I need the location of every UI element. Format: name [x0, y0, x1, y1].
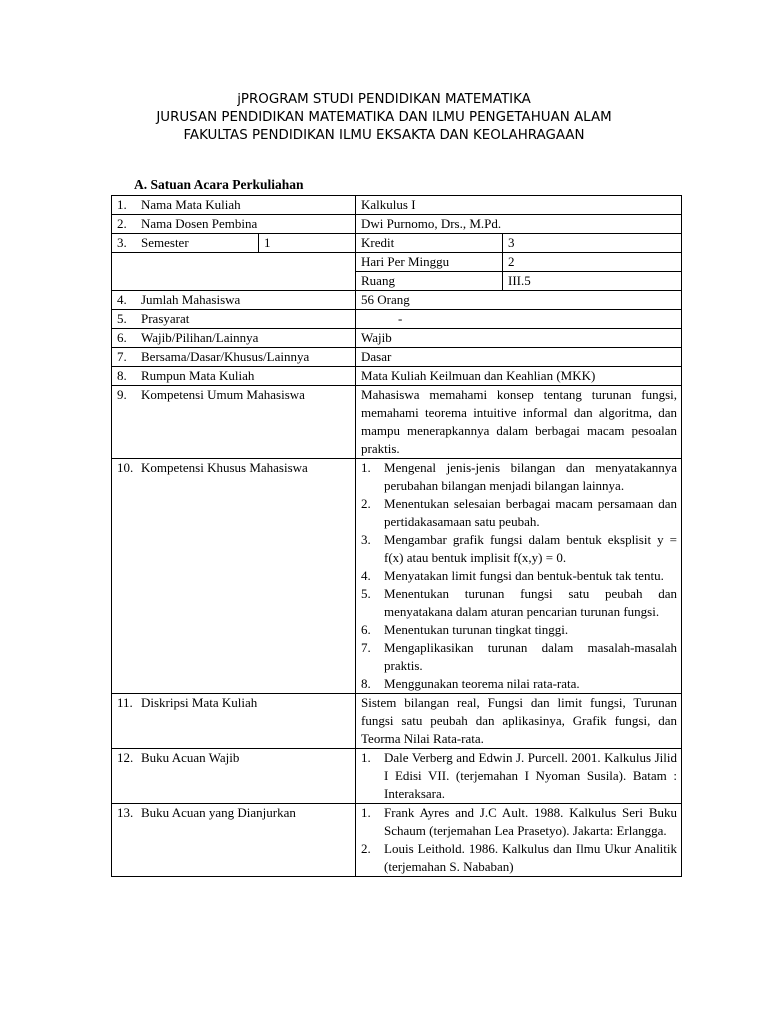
label-cell: [112, 329, 356, 348]
row-label: Bersama/Dasar/Khusus/Lainnya: [141, 349, 310, 364]
list-item: [361, 531, 677, 567]
label-cell: [112, 459, 356, 694]
empty-cell: [112, 253, 356, 291]
list-item: [361, 621, 677, 639]
row-label: Buku Acuan yang Dianjurkan: [141, 805, 296, 820]
table-row: [112, 196, 682, 215]
item-text: Mengenal jenis-jenis bilangan dan menyatakannya perubahan bilangan menjadi bilangan lainnya.: [384, 460, 678, 493]
table-row: [112, 459, 682, 694]
semester-value: 1: [259, 234, 356, 253]
table-row: [112, 291, 682, 310]
table-row: [112, 329, 682, 348]
row-label: Jumlah Mahasiswa: [141, 292, 241, 307]
ruang-value: III.5: [503, 272, 682, 291]
competency-list: [361, 459, 677, 693]
item-text: Menggunakan teorema nilai rata-rata.: [384, 676, 580, 691]
table-row: [112, 386, 682, 459]
item-text: Menentukan turunan fungsi satu peubah dan menyatakana dalam aturan pencarian turunan fungsi.: [384, 586, 678, 619]
row-number: 10.: [117, 460, 134, 475]
header-line-3: FAKULTAS PENDIDIKAN ILMU EKSAKTA DAN KEOLAHRAGAAN: [183, 128, 585, 143]
table-row: [112, 253, 682, 272]
hari-value: 2: [503, 253, 682, 272]
item-text: Louis Leithold. 1986. Kalkulus dan Ilmu Ukur Analitik (terjemahan S. Nababan): [384, 841, 678, 874]
hari-label: Hari Per Minggu: [356, 253, 503, 272]
item-number: 1.: [361, 805, 371, 820]
section-title: A. Satuan Acara Perkuliahan: [134, 177, 304, 192]
row-label: Nama Dosen Pembina: [141, 216, 258, 231]
value-cell: Wajib: [356, 329, 682, 348]
value-cell: Kalkulus I: [356, 196, 682, 215]
header-line-2: JURUSAN PENDIDIKAN MATEMATIKA DAN ILMU PENGETAHUAN ALAM: [156, 110, 612, 125]
row-label: Buku Acuan Wajib: [141, 750, 240, 765]
list-item: [361, 495, 677, 531]
label-cell: [112, 694, 356, 749]
item-number: 8.: [361, 676, 371, 691]
item-number: 7.: [361, 640, 371, 655]
table-row: [112, 348, 682, 367]
value-cell: [356, 749, 682, 804]
row-number: 7.: [117, 349, 127, 364]
item-text: Menentukan selesaian berbagai macam persamaan dan pertidakasamaan satu peubah.: [384, 496, 678, 529]
table-row: [112, 749, 682, 804]
required-books-list: [361, 749, 677, 803]
item-number: 1.: [361, 750, 371, 765]
row-number: 8.: [117, 368, 127, 383]
row-number: 5.: [117, 311, 127, 326]
item-number: 2.: [361, 496, 371, 511]
row-number: 4.: [117, 292, 127, 307]
kredit-label: Kredit: [356, 234, 503, 253]
list-item: [361, 567, 677, 585]
row-number: 11.: [117, 695, 133, 710]
label-cell: [112, 291, 356, 310]
value-cell: 56 Orang: [356, 291, 682, 310]
prasyarat-value: -: [398, 311, 403, 326]
item-text: Frank Ayres and J.C Ault. 1988. Kalkulus Seri Buku Schaum (terjemahan Lea Prasetyo). Jakarta: Erlangga.: [384, 805, 678, 838]
list-item: [361, 749, 677, 803]
item-text: Dale Verberg and Edwin J. Purcell. 2001. Kalkulus Jilid I Edisi VII. (terjemahan I Nyoman Susila). Batam : Interaksara.: [384, 750, 678, 801]
kredit-value: 3: [503, 234, 682, 253]
label-cell: [112, 749, 356, 804]
label-cell: [112, 215, 356, 234]
label-cell: [112, 386, 356, 459]
row-label: Wajib/Pilihan/Lainnya: [141, 330, 259, 345]
document-header: [0, 91, 768, 145]
row-label: Kompetensi Umum Mahasiswa: [141, 387, 305, 402]
table-row: [112, 804, 682, 877]
row-number: 2.: [117, 216, 127, 231]
value-cell: Dasar: [356, 348, 682, 367]
row-number: 3.: [117, 235, 127, 250]
value-cell: Sistem bilangan real, Fungsi dan limit fungsi, Turunan fungsi satu peubah dan aplikasinya, Grafik fungsi, dan Teorma Nilai Rata-rata.: [356, 694, 682, 749]
row-label: Diskripsi Mata Kuliah: [141, 695, 258, 710]
header-line-1: jPROGRAM STUDI PENDIDIKAN MATEMATIKA: [237, 92, 531, 107]
list-item: [361, 840, 677, 876]
value-cell: Mahasiswa memahami konsep tentang turunan fungsi, memahami teorema intuitive informal dan algoritma, dan mampu menerapkannya dalam berbagai macam pesoalan praktis.: [356, 386, 682, 459]
row-number: 1.: [117, 197, 127, 212]
row-number: 6.: [117, 330, 127, 345]
label-cell: [112, 196, 356, 215]
value-cell: [356, 310, 682, 329]
item-number: 5.: [361, 586, 371, 601]
table-row: [112, 234, 682, 253]
item-number: 4.: [361, 568, 371, 583]
item-text: Mengambar grafik fungsi dalam bentuk eksplisit y = f(x) atau bentuk implisit f(x,y) = 0.: [384, 532, 678, 565]
item-number: 1.: [361, 460, 371, 475]
row-label: Kompetensi Khusus Mahasiswa: [141, 460, 308, 475]
row-label: Rumpun Mata Kuliah: [141, 368, 255, 383]
value-cell: [356, 804, 682, 877]
item-text: Mengaplikasikan turunan dalam masalah-masalah praktis.: [384, 640, 678, 673]
item-text: Menentukan turunan tingkat tinggi.: [384, 622, 569, 637]
course-info-table: [111, 195, 682, 877]
item-number: 3.: [361, 532, 371, 547]
row-label: Prasyarat: [141, 311, 190, 326]
value-cell: Mata Kuliah Keilmuan dan Keahlian (MKK): [356, 367, 682, 386]
item-text: Menyatakan limit fungsi dan bentuk-bentuk tak tentu.: [384, 568, 664, 583]
label-cell: [112, 348, 356, 367]
ruang-label: Ruang: [356, 272, 503, 291]
row-number: 13.: [117, 805, 134, 820]
list-item: [361, 585, 677, 621]
table-row: [112, 215, 682, 234]
list-item: [361, 459, 677, 495]
value-cell: [356, 459, 682, 694]
row-label: Nama Mata Kuliah: [141, 197, 241, 212]
table-row: [112, 310, 682, 329]
label-cell: [112, 804, 356, 877]
table-row: [112, 367, 682, 386]
row-number: 9.: [117, 387, 127, 402]
value-cell: Dwi Purnomo, Drs., M.Pd.: [356, 215, 682, 234]
row-label: Semester: [141, 235, 189, 250]
label-cell: [112, 367, 356, 386]
list-item: [361, 804, 677, 840]
list-item: [361, 675, 677, 693]
label-cell: [112, 310, 356, 329]
item-number: 2.: [361, 841, 371, 856]
recommended-books-list: [361, 804, 677, 876]
label-cell: [112, 234, 259, 253]
table-row: [112, 694, 682, 749]
list-item: [361, 639, 677, 675]
item-number: 6.: [361, 622, 371, 637]
row-number: 12.: [117, 750, 134, 765]
